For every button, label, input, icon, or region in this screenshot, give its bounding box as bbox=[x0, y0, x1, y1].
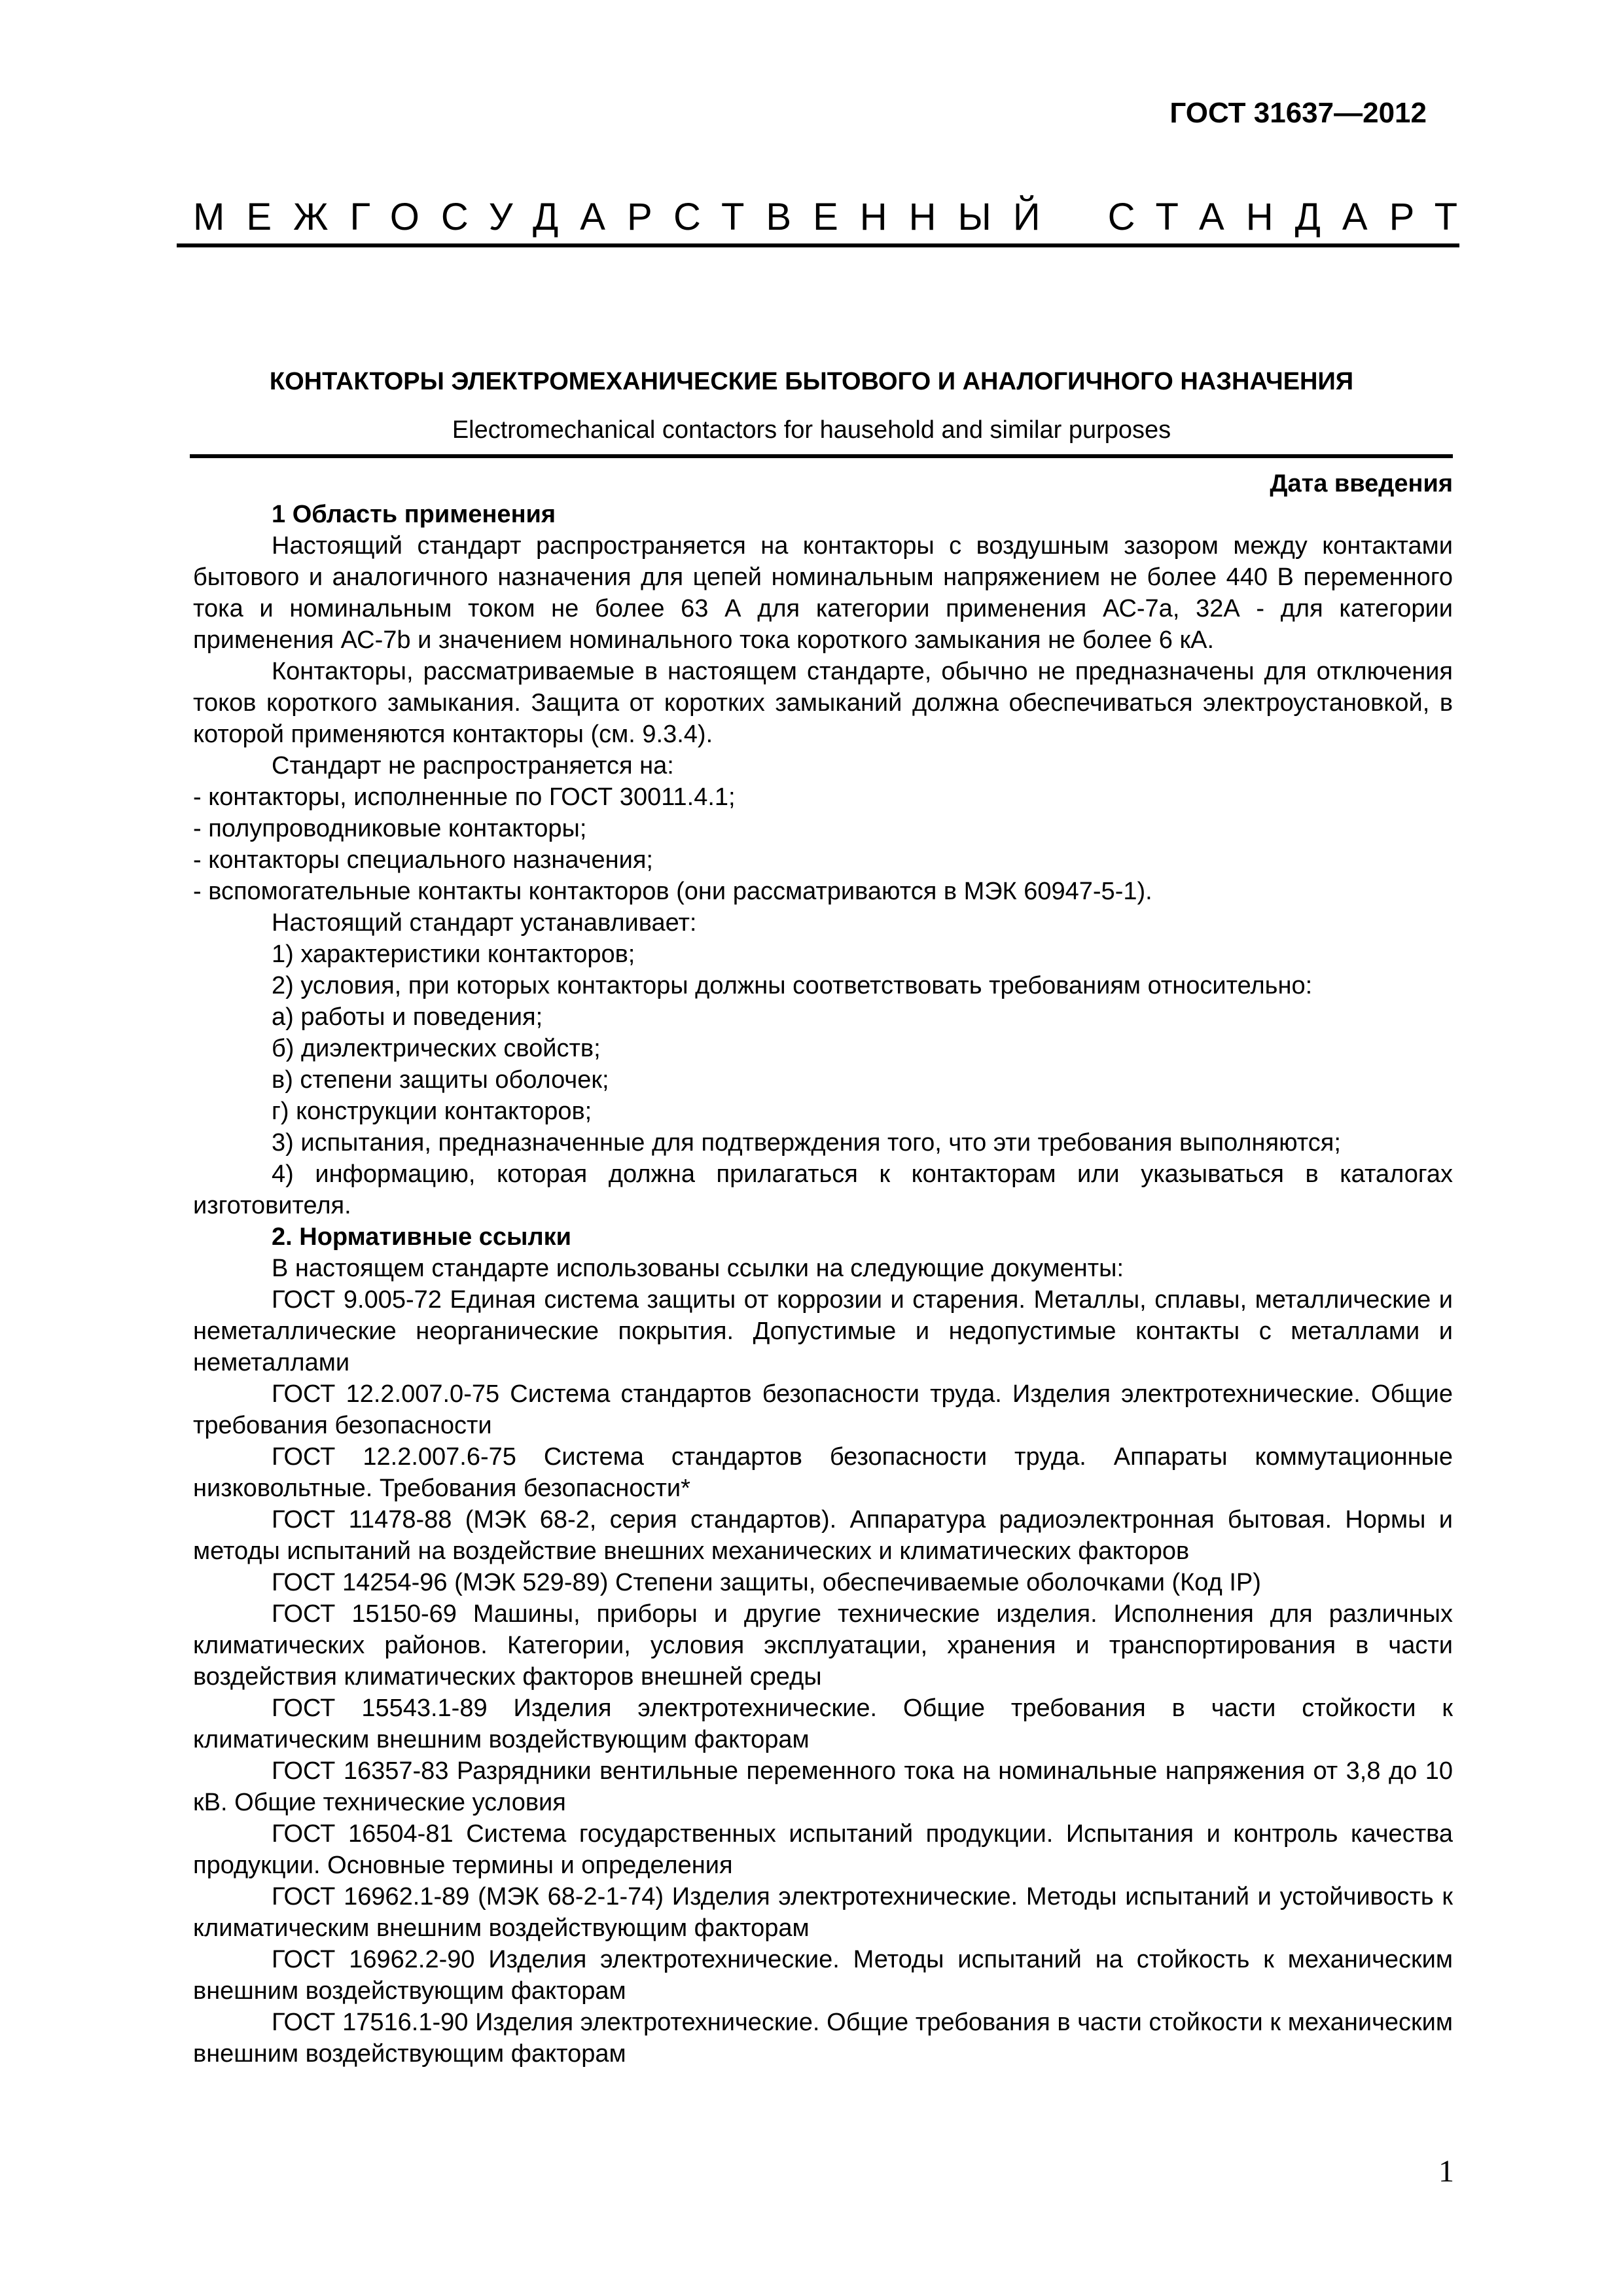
list-item: - контакторы специального назначения; bbox=[193, 846, 653, 874]
reference-item: ГОСТ 15150-69 Машины, приборы и другие технические изделия. Исполнения для различных климатических районов. Категории, условия эксплуатации, хранения и транспортирования в части воздействия климатических факторов внешней среды bbox=[193, 1600, 1453, 1691]
list-item: 3) испытания, предназначенные для подтверждения того, что эти требования выполняются; bbox=[272, 1129, 1341, 1157]
list-item: а) работы и поведения; bbox=[272, 1003, 543, 1031]
standard-type-heading bbox=[193, 195, 1479, 239]
document-title-en: Electromechanical contactors for hausehold and similar purposes bbox=[452, 416, 1171, 444]
header-rule bbox=[177, 243, 1459, 247]
list-item: - контакторы, исполненные по ГОСТ 30011.4.1; bbox=[193, 783, 736, 811]
reference-item: ГОСТ 16962.2-90 Изделия электротехнические. Методы испытаний на стойкость к механическим внешним воздействующим факторам bbox=[193, 1946, 1453, 2005]
establishes-intro: Настоящий стандарт устанавливает: bbox=[272, 909, 697, 937]
document-code: ГОСТ 31637—2012 bbox=[1169, 97, 1427, 129]
section-1-heading: 1 Область применения bbox=[272, 501, 556, 528]
reference-item: ГОСТ 16504-81 Система государственных испытаний продукции. Испытания и контроль качества продукции. Основные термины и определения bbox=[193, 1820, 1453, 1879]
reference-item: ГОСТ 9.005-72 Единая система защиты от коррозии и старения. Металлы, сплавы, металлические и неметаллические неорганические покрытия. Допустимые и недопустимые контакты с металлами и неметаллами bbox=[193, 1286, 1453, 1376]
list-item: 4) информацию, которая должна прилагаться к контакторам или указываться в каталогах изготовителя. bbox=[193, 1160, 1453, 1219]
section-2-heading: 2. Нормативные ссылки bbox=[272, 1223, 572, 1251]
reference-item: ГОСТ 16357-83 Разрядники вентильные переменного тока на номинальные напряжения от 3,8 до 10 кВ. Общие технические условия bbox=[193, 1757, 1453, 1816]
document-title-ru: КОНТАКТОРЫ ЭЛЕКТРОМЕХАНИЧЕСКИЕ БЫТОВОГО И АНАЛОГИЧНОГО НАЗНАЧЕНИЯ bbox=[269, 368, 1354, 395]
list-item: в) степени защиты оболочек; bbox=[272, 1066, 609, 1094]
list-item: 2) условия, при которых контакторы должны соответствовать требованиям относительно: bbox=[272, 972, 1313, 999]
standard-type-left: МЕЖГОСУДАРСТВЕННЫЙ bbox=[193, 196, 1062, 238]
section-1-paragraph-2: Контакторы, рассматриваемые в настоящем стандарте, обычно не предназначены для отключения токов короткого замыкания. Защита от коротких замыканий должна обеспечиваться электроустановкой, в которой применяются контакторы (см. 9.3.4). bbox=[193, 658, 1453, 748]
not-applies-intro: Стандарт не распространяется на: bbox=[272, 752, 674, 780]
reference-item: ГОСТ 16962.1-89 (МЭК 68-2-1-74) Изделия электротехнические. Методы испытаний и устойчивость к климатическим внешним воздействующим факторам bbox=[193, 1883, 1453, 1942]
list-item: - полупроводниковые контакторы; bbox=[193, 815, 587, 842]
reference-item: ГОСТ 11478-88 (МЭК 68-2, серия стандартов). Аппаратура радиоэлектронная бытовая. Нормы и методы испытаний на воздействие внешних механических и климатических факторов bbox=[193, 1506, 1453, 1565]
list-item: 1) характеристики контакторов; bbox=[272, 941, 635, 968]
intro-date-label: Дата введения bbox=[1270, 470, 1453, 497]
list-item: - вспомогательные контакты контакторов (они рассматриваются в МЭК 60947-5-1). bbox=[193, 878, 1152, 905]
standard-type-right: СТАНДАРТ bbox=[1107, 196, 1480, 238]
document-body bbox=[193, 499, 1453, 2070]
title-rule bbox=[190, 454, 1453, 458]
reference-item: ГОСТ 17516.1-90 Изделия электротехнические. Общие требования в части стойкости к механическим внешним воздействующим факторам bbox=[193, 2009, 1453, 2068]
list-item: г) конструкции контакторов; bbox=[272, 1098, 592, 1125]
reference-item: ГОСТ 15543.1-89 Изделия электротехнические. Общие требования в части стойкости к климатическим внешним воздействующим факторам bbox=[193, 1695, 1453, 1753]
section-1-paragraph-1: Настоящий стандарт распространяется на контакторы с воздушным зазором между контактами бытового и аналогичного назначения для цепей номинальным напряжением не более 440 В переменного тока и номинальным током не более 63 А для категории применения АС-7а, 32А - для категории применения АС-7b и значением номинального тока короткого замыкания не более 6 кА. bbox=[193, 532, 1453, 654]
reference-item: ГОСТ 14254-96 (МЭК 529-89) Степени защиты, обеспечиваемые оболочками (Код IP) bbox=[272, 1569, 1261, 1596]
section-2-intro: В настоящем стандарте использованы ссылки на следующие документы: bbox=[272, 1255, 1124, 1282]
reference-item: ГОСТ 12.2.007.6-75 Система стандартов безопасности труда. Аппараты коммутационные низковольтные. Требования безопасности* bbox=[193, 1443, 1453, 1502]
reference-item: ГОСТ 12.2.007.0-75 Система стандартов безопасности труда. Изделия электротехнические. Общие требования безопасности bbox=[193, 1380, 1453, 1439]
list-item: б) диэлектрических свойств; bbox=[272, 1035, 601, 1062]
page-number: 1 bbox=[1438, 2154, 1454, 2189]
